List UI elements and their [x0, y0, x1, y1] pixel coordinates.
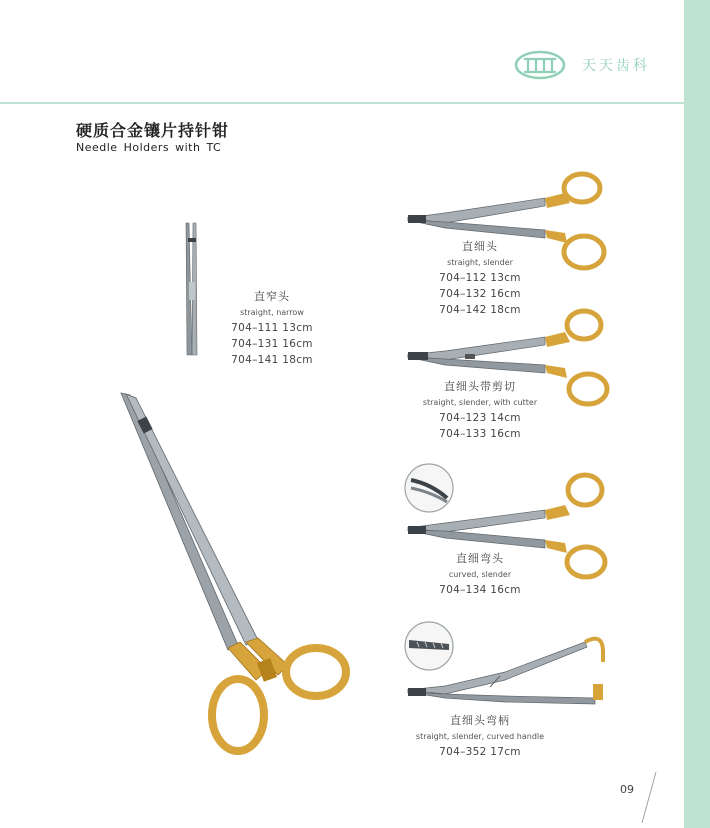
curved-handle-instrument-image	[405, 632, 610, 707]
page-subtitle: Needle Holders with TC	[76, 141, 222, 154]
large-needle-holder-image	[118, 390, 358, 765]
brand-name: 天天齿科	[582, 58, 650, 74]
product-name-en: curved, slender	[448, 570, 512, 579]
product-name-en: straight, slender, curved handle	[415, 732, 545, 741]
product-name-en: straight, narrow	[240, 308, 304, 317]
product-code: 704–132 16cm	[439, 288, 521, 300]
product-code: 704–111 13cm	[231, 322, 313, 334]
side-color-band	[684, 0, 710, 828]
product-straight-slender-cutter	[400, 378, 560, 442]
product-code: 704–133 16cm	[439, 428, 521, 440]
product-name-cn: 直细头带剪切	[444, 380, 516, 393]
product-name-cn: 直细头	[462, 240, 498, 253]
product-name-cn: 直细头弯柄	[450, 714, 510, 727]
product-code: 704–123 14cm	[439, 412, 521, 424]
product-code: 704–142 18cm	[439, 304, 521, 316]
page-slash-decoration	[640, 770, 658, 825]
product-straight-slender-curved-handle	[402, 712, 558, 760]
product-code: 704–134 16cm	[439, 584, 521, 596]
header-divider	[0, 102, 684, 104]
brand-logo-icon	[514, 50, 566, 80]
product-name-cn: 直细弯头	[456, 552, 504, 565]
page-title: 硬质合金镶片持针钳	[76, 121, 230, 140]
page-number: 09	[620, 783, 634, 796]
product-name-en: straight, slender	[447, 258, 513, 267]
product-curved-slender	[420, 550, 540, 598]
product-code: 704–352 17cm	[439, 746, 521, 758]
narrow-tip-closeup-image	[176, 220, 206, 360]
product-code: 704–141 18cm	[231, 354, 313, 366]
product-code: 704–112 13cm	[439, 272, 521, 284]
product-straight-narrow	[222, 288, 322, 368]
product-code: 704–131 16cm	[231, 338, 313, 350]
product-name-en: straight, slender, with cutter	[422, 398, 538, 407]
product-name-cn: 直窄头	[254, 290, 290, 303]
